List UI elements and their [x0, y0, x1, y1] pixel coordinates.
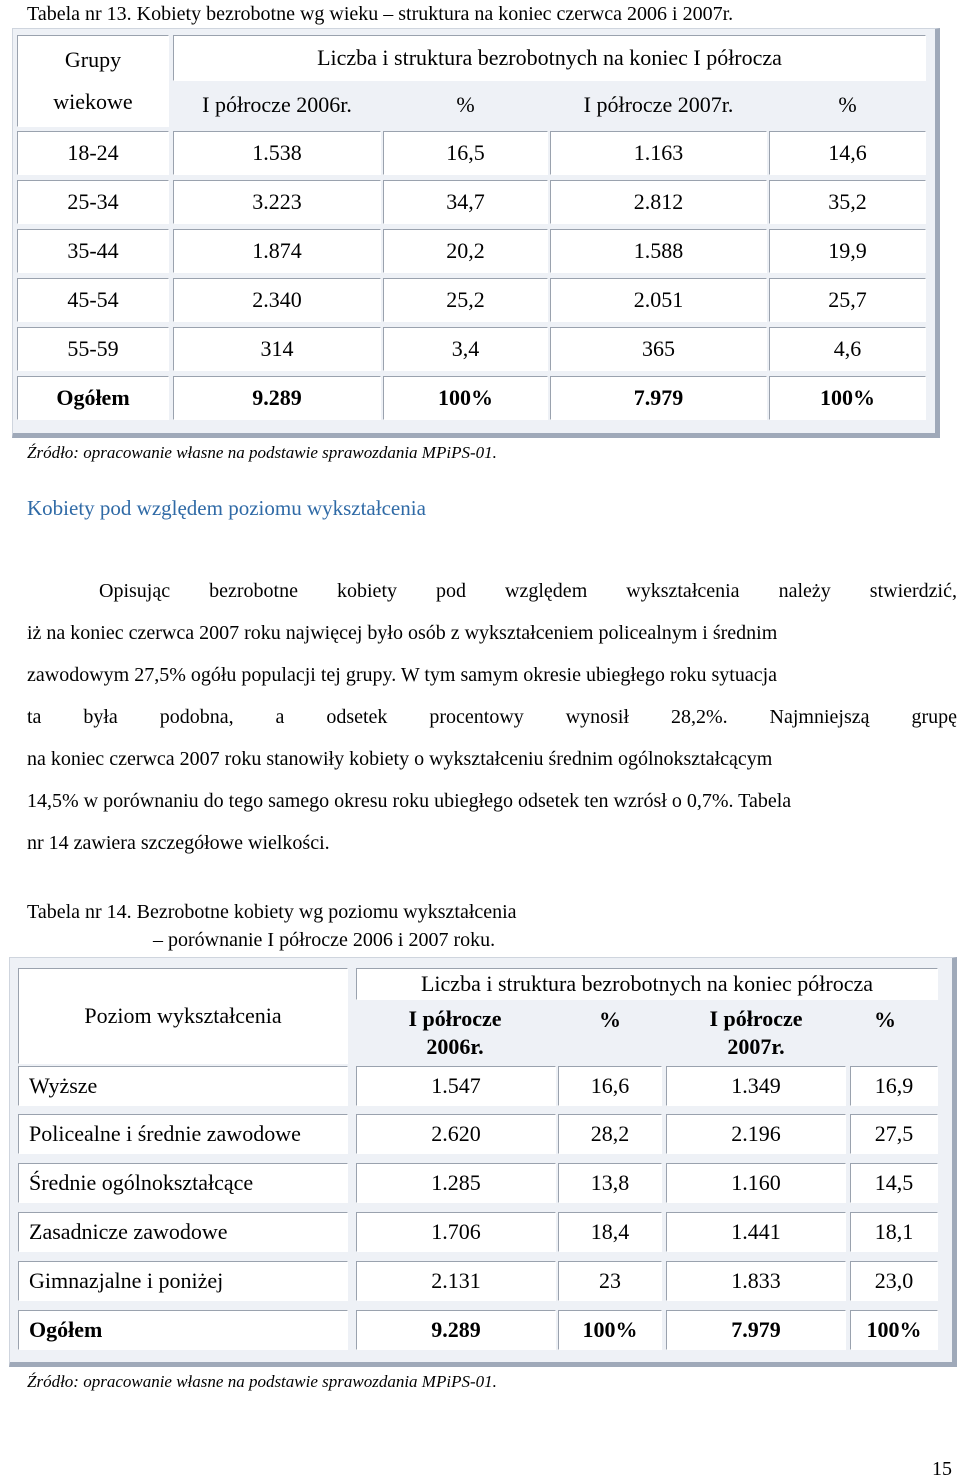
- table14-row1-level: Wyższe: [18, 1066, 348, 1106]
- table13-row1-v2007: 1.163: [550, 131, 767, 175]
- table14-header-col1: I półrocze 2006r.: [408, 1006, 502, 1059]
- table14-header-col4: %: [874, 1007, 896, 1032]
- table13: [12, 28, 940, 438]
- paragraph-line-3: zawodowym 27,5% ogółu populacji tej grupy. W tym samym okresie ubiegłego roku sytuacja: [27, 664, 778, 686]
- table14-row4-p2007: 18,1: [850, 1212, 938, 1252]
- table14-source: Źródło: opracowanie własne na podstawie sprawozdania MPiPS-01.: [27, 1372, 497, 1391]
- page-number: 15: [932, 1458, 952, 1480]
- table14-row3-p2007: 14,5: [850, 1163, 938, 1203]
- table14-row5-v2007: 1.833: [666, 1261, 846, 1301]
- table14-row3-v2007: 1.160: [666, 1163, 846, 1203]
- table14-row2-p2007: 27,5: [850, 1114, 938, 1154]
- table14-row4-v2006: 1.706: [356, 1212, 556, 1252]
- table13-row1-v2006: 1.538: [173, 131, 381, 175]
- table14-header-col3: I półrocze 2007r.: [709, 1006, 803, 1059]
- table13-caption: Tabela nr 13. Kobiety bezrobotne wg wieku – struktura na koniec czerwca 2006 i 2007r.: [27, 3, 734, 25]
- table14-header-span: Liczba i struktura bezrobotnych na koniec półrocza: [356, 968, 938, 1000]
- table13-row4-age: 45-54: [17, 278, 169, 322]
- table13-header-group-line1: Grupy: [64, 47, 122, 72]
- table13-total-p2006: 100%: [383, 376, 548, 420]
- table13-total-p2007: 100%: [769, 376, 926, 420]
- paragraph-line-7: nr 14 zawiera szczegółowe wielkości.: [27, 832, 330, 854]
- table14-row5-p2006: 23: [558, 1261, 662, 1301]
- paragraph-line-2: iż na koniec czerwca 2007 roku najwięcej było osób z wykształceniem policealnym i średnim: [27, 622, 778, 644]
- table13-row2-p2007: 35,2: [769, 180, 926, 224]
- table14-row2-v2007: 2.196: [666, 1114, 846, 1154]
- table13-source: Źródło: opracowanie własne na podstawie sprawozdania MPiPS-01.: [27, 443, 497, 462]
- table14-row1-p2007: 16,9: [850, 1066, 938, 1106]
- table13-header-group-line2: wiekowe: [53, 89, 133, 114]
- table13-row2-v2007: 2.812: [550, 180, 767, 224]
- table13-header-span: Liczba i struktura bezrobotnych na koniec I półrocza: [173, 35, 926, 81]
- table14-total-v2006: 9.289: [356, 1310, 556, 1350]
- table14-row3-p2006: 13,8: [558, 1163, 662, 1203]
- table13-row3-p2006: 20,2: [383, 229, 548, 273]
- table13-row2-p2006: 34,7: [383, 180, 548, 224]
- table13-total-label: Ogółem: [17, 376, 169, 420]
- table13-row1-p2006: 16,5: [383, 131, 548, 175]
- table13-row2-v2006: 3.223: [173, 180, 381, 224]
- table14-row5-p2007: 23,0: [850, 1261, 938, 1301]
- table14-row2-level: Policealne i średnie zawodowe: [18, 1114, 348, 1154]
- table13-header-col3: I półrocze 2007r.: [583, 92, 734, 117]
- table13-row5-age: 55-59: [17, 327, 169, 371]
- section-paragraph: [27, 570, 957, 864]
- table14-row1-p2006: 16,6: [558, 1066, 662, 1106]
- table14-total-p2006: 100%: [558, 1310, 662, 1350]
- table13-row4-p2007: 25,7: [769, 278, 926, 322]
- table13-row4-v2006: 2.340: [173, 278, 381, 322]
- table13-row5-v2006: 314: [173, 327, 381, 371]
- table13-row3-age: 35-44: [17, 229, 169, 273]
- table13-row2-age: 25-34: [17, 180, 169, 224]
- table14-caption-line1: Tabela nr 14. Bezrobotne kobiety wg poziomu wykształcenia: [27, 901, 517, 923]
- table14-row1-v2006: 1.547: [356, 1066, 556, 1106]
- table13-row5-v2007: 365: [550, 327, 767, 371]
- table14-total-p2007: 100%: [850, 1310, 938, 1350]
- table13-header-col1: I półrocze 2006r.: [202, 92, 352, 117]
- table14-header-col2: %: [599, 1007, 621, 1032]
- table13-total-v2006: 9.289: [173, 376, 381, 420]
- table14-row3-v2006: 1.285: [356, 1163, 556, 1203]
- table13-row1-p2007: 14,6: [769, 131, 926, 175]
- table14-header-level: Poziom wykształcenia: [18, 968, 348, 1064]
- table14: [9, 957, 957, 1367]
- table14-row4-level: Zasadnicze zawodowe: [18, 1212, 348, 1252]
- table14-row4-v2007: 1.441: [666, 1212, 846, 1252]
- table13-row3-p2007: 19,9: [769, 229, 926, 273]
- table13-row5-p2007: 4,6: [769, 327, 926, 371]
- table13-row4-v2007: 2.051: [550, 278, 767, 322]
- table13-row4-p2006: 25,2: [383, 278, 548, 322]
- paragraph-line-4: ta była podobna, a odsetek procentowy wynosił 28,2%. Najmniejszą grupę: [27, 706, 957, 728]
- table14-row3-level: Średnie ogólnokształcące: [18, 1163, 348, 1203]
- table13-row1-age: 18-24: [17, 131, 169, 175]
- table13-row3-v2006: 1.874: [173, 229, 381, 273]
- table14-row4-p2006: 18,4: [558, 1212, 662, 1252]
- table13-header-col4: %: [838, 92, 857, 117]
- table14-row5-v2006: 2.131: [356, 1261, 556, 1301]
- table13-row3-v2007: 1.588: [550, 229, 767, 273]
- table14-total-v2007: 7.979: [666, 1310, 846, 1350]
- table14-total-label: Ogółem: [18, 1310, 348, 1350]
- paragraph-line-5: na koniec czerwca 2007 roku stanowiły kobiety o wykształceniu średnim ogólnokształcącym: [27, 748, 773, 770]
- table13-row5-p2006: 3,4: [383, 327, 548, 371]
- table14-row2-v2006: 2.620: [356, 1114, 556, 1154]
- table13-header-col2: %: [456, 92, 475, 117]
- table14-row1-v2007: 1.349: [666, 1066, 846, 1106]
- section-heading: Kobiety pod względem poziomu wykształcenia: [27, 496, 426, 520]
- table14-caption-line2: – porównanie I półrocze 2006 i 2007 roku.: [153, 929, 496, 951]
- table13-total-v2007: 7.979: [550, 376, 767, 420]
- paragraph-line-1: Opisując bezrobotne kobiety pod względem wykształcenia należy stwierdzić,: [99, 580, 957, 602]
- paragraph-line-6: 14,5% w porównaniu do tego samego okresu roku ubiegłego odsetek ten wzrósł o 0,7%. Tabela: [27, 790, 792, 812]
- table14-row5-level: Gimnazjalne i poniżej: [18, 1261, 348, 1301]
- table14-row2-p2006: 28,2: [558, 1114, 662, 1154]
- table13-header-group: [17, 35, 169, 127]
